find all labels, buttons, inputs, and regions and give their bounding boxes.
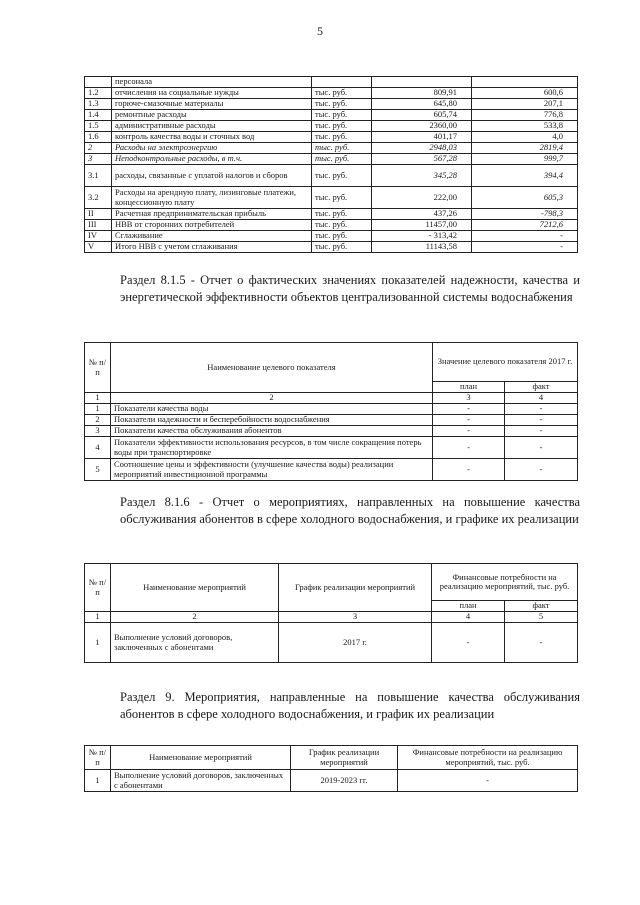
cost-row-name: Расчетная предпринимательская прибыль (112, 209, 312, 220)
indicators-header-name: Наименование целевого показателя (111, 343, 433, 393)
cost-row-name: расходы, связанные с уплатой налогов и сборов (112, 165, 312, 187)
indicator-row-num: 2 (85, 415, 111, 426)
cost-row-value-fact: - (472, 242, 578, 253)
cost-row-value-plan: 345,28 (372, 165, 472, 187)
cost-row-name: отчисления на социальные нужды (112, 88, 312, 99)
cost-row-num (85, 77, 112, 88)
indicator-row-num: 3 (85, 426, 111, 437)
cost-row-num: 2 (85, 143, 112, 154)
measures-header-finance: Финансовые потребности на реализацию мероприятий, тыс. руб. (432, 564, 578, 601)
cost-row-unit: тыс. руб. (312, 187, 372, 209)
cost-row-value-plan: 2360,00 (372, 121, 472, 132)
measures-index-cell: 5 (505, 612, 578, 623)
cost-row-value-fact: 2819,4 (472, 143, 578, 154)
indicator-row-fact: - (505, 459, 578, 481)
measures-header-num: № п/п (85, 564, 111, 612)
cost-row-value-fact: 7212,6 (472, 220, 578, 231)
measures-index-cell: 2 (111, 612, 279, 623)
plan-row-name: Выполнение условий договоров, заключенных с абонентами (111, 770, 291, 792)
cost-row-unit: тыс. руб. (312, 110, 372, 121)
cost-row-value-plan: 645,80 (372, 99, 472, 110)
plan-header-num: № п/п (85, 746, 111, 770)
cost-row-value-plan: 605,74 (372, 110, 472, 121)
cost-row-value-plan: 437,26 (372, 209, 472, 220)
plan-row-schedule: 2019-2023 гг. (291, 770, 398, 792)
cost-row-unit: тыс. руб. (312, 165, 372, 187)
cost-row-unit: тыс. руб. (312, 143, 372, 154)
cost-row-name: контроль качества воды и сточных вод (112, 132, 312, 143)
table-row (85, 242, 578, 253)
cost-row-unit: тыс. руб. (312, 88, 372, 99)
measures-row-schedule: 2017 г. (279, 623, 432, 663)
cost-row-num: 1.6 (85, 132, 112, 143)
cost-row-value-fact: 394,4 (472, 165, 578, 187)
table-row (85, 121, 578, 132)
cost-row-name: Расходы на электроэнергию (112, 143, 312, 154)
plan-row-num: 1 (85, 770, 111, 792)
indicator-row-name: Соотношение цены и эффективности (улучшение качества воды) реализации мероприятий инвестиционной программы (111, 459, 433, 481)
table-row (85, 187, 578, 209)
indicators-table (84, 342, 578, 481)
cost-row-value-fact: 605,3 (472, 187, 578, 209)
indicator-row-plan: - (433, 426, 505, 437)
cost-row-value-fact: - (472, 231, 578, 242)
cost-row-value-fact: 533,8 (472, 121, 578, 132)
measures-index-cell: 3 (279, 612, 432, 623)
measures-index-cell: 1 (85, 612, 111, 623)
cost-row-name: горюче-смазочные материалы (112, 99, 312, 110)
cost-row-value-plan: 2948,03 (372, 143, 472, 154)
measures-index-cell: 4 (432, 612, 505, 623)
plan-row-finance: - (398, 770, 578, 792)
indicator-row-num: 5 (85, 459, 111, 481)
measures-row-fact: - (505, 623, 578, 663)
cost-table (84, 76, 578, 253)
indicator-row-name: Показатели качества обслуживания абонентов (111, 426, 433, 437)
cost-row-unit: тыс. руб. (312, 220, 372, 231)
cost-row-value-fact (472, 77, 578, 88)
indicator-row-plan: - (433, 404, 505, 415)
table-row (85, 143, 578, 154)
table-row (85, 88, 578, 99)
cost-row-name: ремонтные расходы (112, 110, 312, 121)
cost-row-unit: тыс. руб. (312, 121, 372, 132)
indicators-header-num: № п/п (85, 343, 111, 393)
cost-row-num: III (85, 220, 112, 231)
indicators-index-cell: 4 (505, 393, 578, 404)
table-row (85, 459, 578, 481)
cost-row-unit: тыс. руб. (312, 99, 372, 110)
cost-row-unit: тыс. руб. (312, 209, 372, 220)
cost-row-value-fact: 999,7 (472, 154, 578, 165)
cost-row-value-plan: - 313,42 (372, 231, 472, 242)
measures-row-name: Выполнение условий договоров, заключенных с абонентами (111, 623, 279, 663)
cost-row-value-fact: 4,0 (472, 132, 578, 143)
cost-row-name: персонала (112, 77, 312, 88)
table-row (85, 415, 578, 426)
table-row (85, 623, 578, 663)
cost-row-name: Сглаживание (112, 231, 312, 242)
indicator-row-fact: - (505, 426, 578, 437)
cost-row-num: 3 (85, 154, 112, 165)
cost-row-name: административные расходы (112, 121, 312, 132)
indicator-row-fact: - (505, 404, 578, 415)
table-row (85, 209, 578, 220)
measures-header-name: Наименование мероприятий (111, 564, 279, 612)
indicators-index-cell: 1 (85, 393, 111, 404)
cost-row-num: II (85, 209, 112, 220)
indicators-index-cell: 3 (433, 393, 505, 404)
measures-table-2019-2023 (84, 745, 578, 792)
cost-row-name: Итого НВВ с учетом сглаживания (112, 242, 312, 253)
indicators-header-fact: факт (505, 382, 578, 393)
cost-row-value-fact: 600,6 (472, 88, 578, 99)
cost-row-unit: тыс. руб. (312, 154, 372, 165)
indicator-row-plan: - (433, 415, 505, 426)
measures-header-fact: факт (505, 601, 578, 612)
cost-row-num: IV (85, 231, 112, 242)
indicator-row-plan: - (433, 437, 505, 459)
indicator-row-name: Показатели качества воды (111, 404, 433, 415)
measures-row-num: 1 (85, 623, 111, 663)
cost-row-num: 3.1 (85, 165, 112, 187)
table-row (85, 437, 578, 459)
cost-row-num: 1.2 (85, 88, 112, 99)
table-row (85, 165, 578, 187)
table-row (85, 77, 578, 88)
cost-row-value-fact: 776,8 (472, 110, 578, 121)
plan-header-name: Наименование мероприятий (111, 746, 291, 770)
indicator-row-num: 4 (85, 437, 111, 459)
indicators-header-value: Значение целевого показателя 2017 г. (433, 343, 578, 382)
cost-row-value-plan: 401,17 (372, 132, 472, 143)
measures-table-2017 (84, 563, 578, 663)
indicator-row-name: Показатели эффективности использования ресурсов, в том числе сокращения потерь воды при транспортировке (111, 437, 433, 459)
measures-header-plan: план (432, 601, 505, 612)
cost-row-num: 1.5 (85, 121, 112, 132)
indicator-row-plan: - (433, 459, 505, 481)
table-row (85, 220, 578, 231)
cost-row-unit: тыс. руб. (312, 242, 372, 253)
measures-row-plan: - (432, 623, 505, 663)
cost-row-num: 1.3 (85, 99, 112, 110)
cost-row-num: 3.2 (85, 187, 112, 209)
plan-header-schedule: График реализации мероприятий (291, 746, 398, 770)
indicator-row-fact: - (505, 415, 578, 426)
cost-row-value-plan: 567,28 (372, 154, 472, 165)
section-8-1-5-heading: Раздел 8.1.5 - Отчет о фактических значениях показателей надежности, качества и энергетической эффективности объектов централизованной системы водоснабжения (120, 273, 580, 304)
plan-header-finance: Финансовые потребности на реализацию мероприятий, тыс. руб. (398, 746, 578, 770)
cost-row-unit: тыс. руб. (312, 132, 372, 143)
cost-row-name: Неподконтрольные расходы, в т.ч. (112, 154, 312, 165)
table-row (85, 132, 578, 143)
cost-row-num: 1.4 (85, 110, 112, 121)
cost-row-value-plan: 809,91 (372, 88, 472, 99)
cost-row-name: НВВ от сторонних потребителей (112, 220, 312, 231)
cost-row-value-plan (372, 77, 472, 88)
cost-row-value-plan: 11457,00 (372, 220, 472, 231)
cost-row-name: Расходы на арендную плату, лизинговые платежи, концессионную плату (112, 187, 312, 209)
indicator-row-name: Показатели надежности и бесперебойности водоснабжения (111, 415, 433, 426)
section-8-1-6-heading: Раздел 8.1.6 - Отчет о мероприятиях, направленных на повышение качества обслуживания абонентов в сфере холодного водоснабжения, и графике их реализации (120, 495, 580, 526)
indicator-row-fact: - (505, 437, 578, 459)
cost-row-num: V (85, 242, 112, 253)
cost-row-unit: тыс. руб. (312, 231, 372, 242)
cost-row-value-plan: 222,00 (372, 187, 472, 209)
cost-row-value-fact: -798,3 (472, 209, 578, 220)
table-row (85, 99, 578, 110)
indicators-header-plan: план (433, 382, 505, 393)
table-row (85, 770, 578, 792)
table-row (85, 231, 578, 242)
table-row (85, 426, 578, 437)
section-9-heading: Раздел 9. Мероприятия, направленные на повышение качества обслуживания абонентов в сфере холодного водоснабжения, и график их реализации (120, 690, 580, 721)
indicators-index-cell: 2 (111, 393, 433, 404)
table-row (85, 110, 578, 121)
cost-row-value-plan: 11143,58 (372, 242, 472, 253)
table-row (85, 154, 578, 165)
cost-row-value-fact: 207,1 (472, 99, 578, 110)
cost-row-unit (312, 77, 372, 88)
measures-header-schedule: График реализации мероприятий (279, 564, 432, 612)
page-number: 5 (317, 24, 323, 38)
table-row (85, 404, 578, 415)
indicator-row-num: 1 (85, 404, 111, 415)
